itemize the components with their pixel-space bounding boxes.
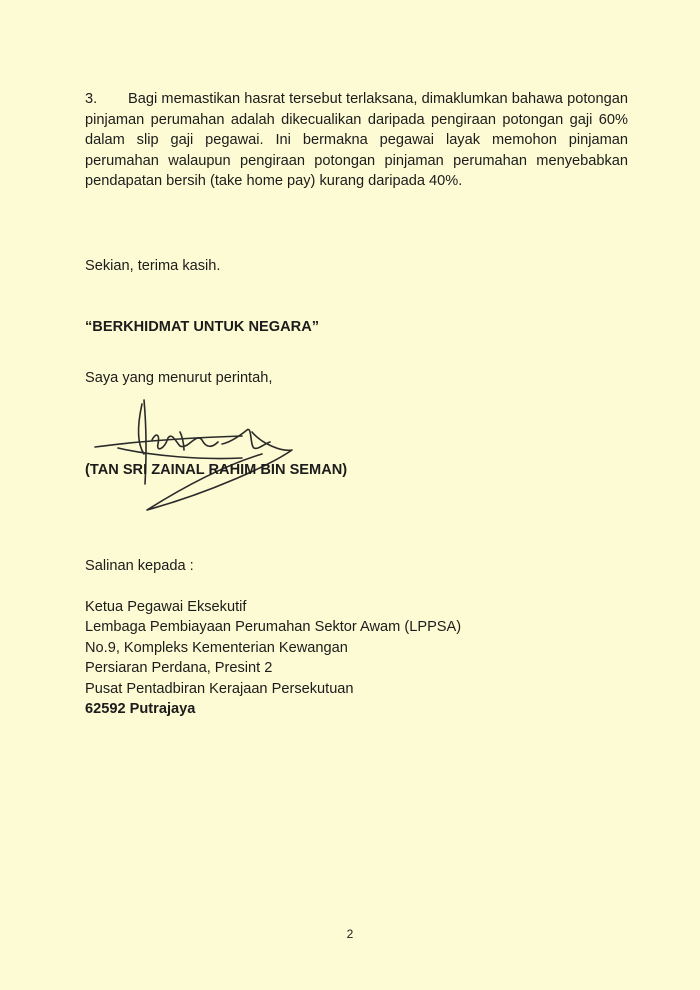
address-line: Persiaran Perdana, Presint 2: [85, 660, 273, 676]
postcode-line: 62592 Putrajaya: [85, 701, 196, 717]
address-line: No.9, Kompleks Kementerian Kewangan: [85, 639, 348, 656]
page-number: 2: [346, 927, 354, 941]
address-line: Ketua Pegawai Eksekutif: [85, 598, 247, 615]
motto: “BERKHIDMAT UNTUK NEGARA”: [85, 319, 320, 335]
signatory-name: (TAN SRI ZAINAL RAHIM BIN SEMAN): [85, 462, 348, 478]
paragraph-text: Bagi memastikan hasrat tersebut terlaksana, dimaklumkan bahawa potongan pinjaman perumahan adalah dikecualikan daripada pengiraan potongan gaji 60% dalam slip gaji pegawai. Ini bermakna pegawai layak memohon pinjaman perumahan walaupun pengiraan potongan pinjaman perumahan menyebabkan pendapatan bersih (take home pay) kurang daripada 40%.: [85, 91, 628, 189]
spacer: [85, 577, 461, 597]
paragraph-3: [85, 89, 628, 192]
address-line: Pusat Pentadbiran Kerajaan Persekutuan: [85, 680, 354, 697]
order-line: Saya yang menurut perintah,: [85, 370, 273, 386]
closing-text: Sekian, terima kasih.: [85, 258, 221, 274]
handwritten-signature: [92, 392, 302, 514]
copy-to-block: [85, 556, 461, 720]
copy-to-label: Salinan kepada :: [85, 558, 194, 574]
address-line: Lembaga Pembiayaan Perumahan Sektor Awam (LPPSA): [85, 619, 462, 635]
paragraph-number: 3.: [85, 91, 98, 107]
